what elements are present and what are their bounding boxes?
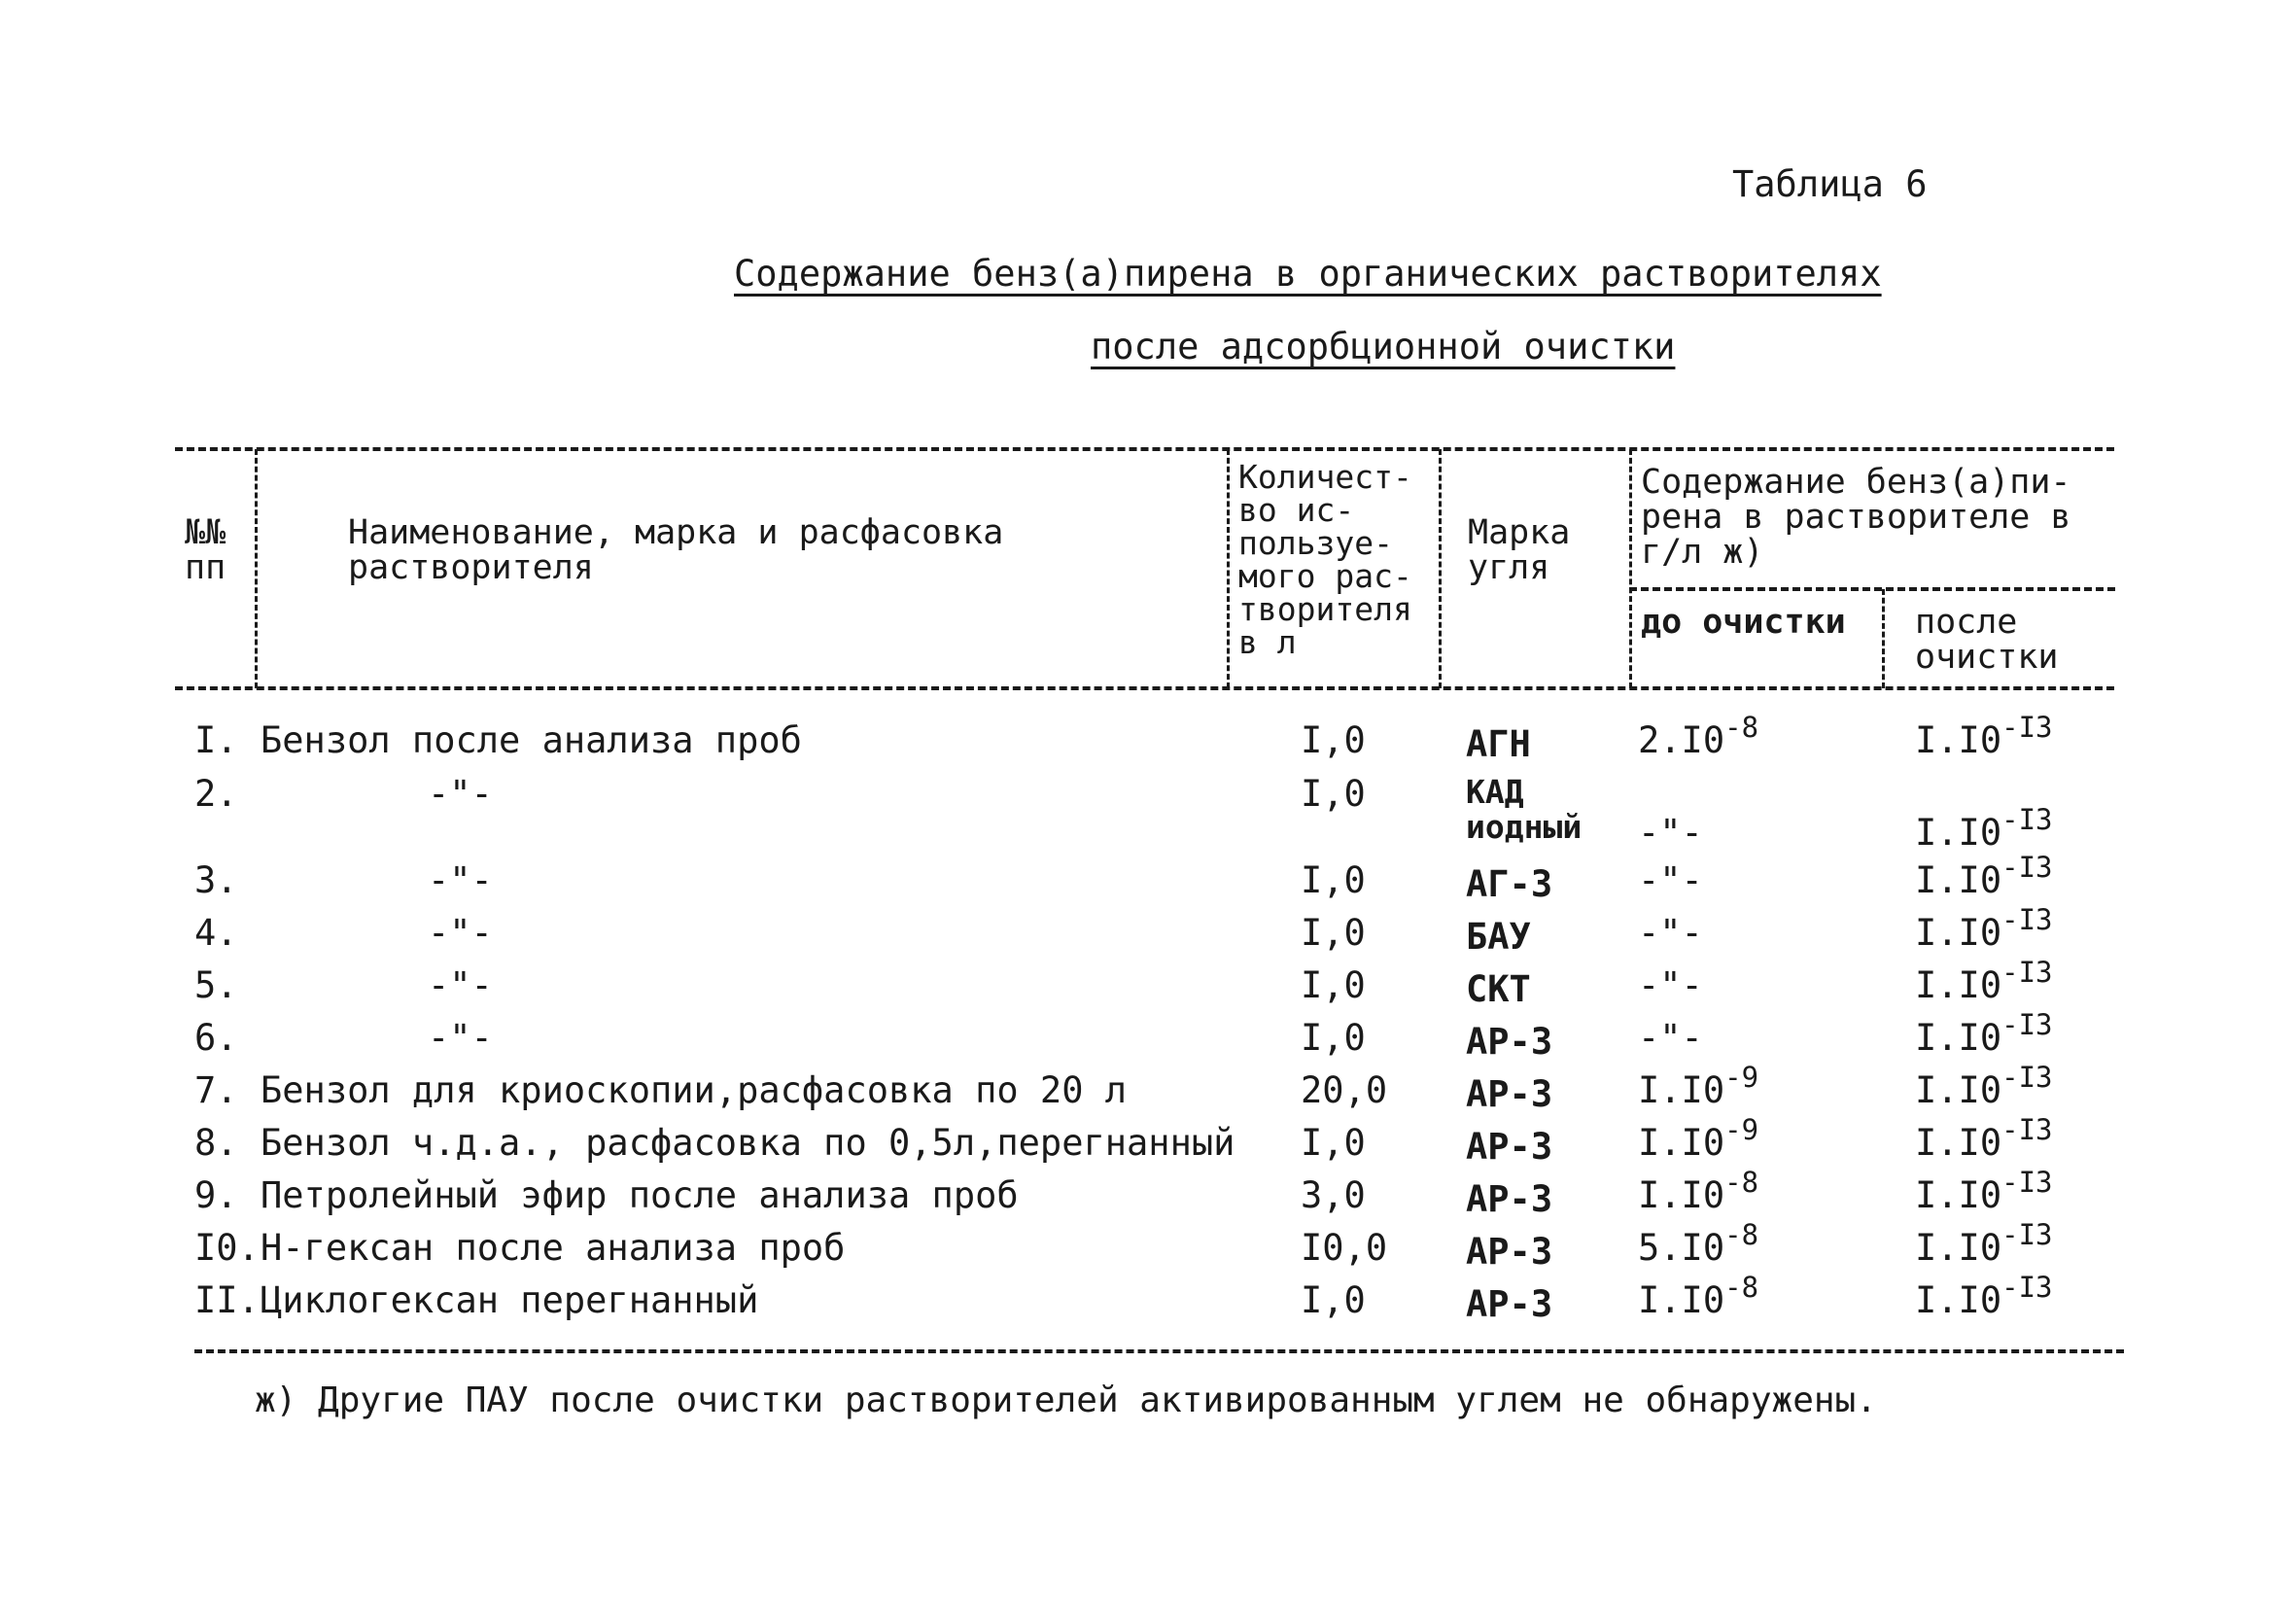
header-quantity-line: пользуе- xyxy=(1238,524,1393,562)
row-number: 4. xyxy=(194,912,238,954)
footnote: ж) Другие ПАУ после очистки растворителей активированным углем не обнаружены. xyxy=(255,1381,1877,1420)
content-before-cleaning xyxy=(1638,814,1703,855)
content-before-base: -"- xyxy=(1638,1017,1703,1059)
content-after-base: I.I0 xyxy=(1915,1174,2002,1216)
header-before-line: до очистки xyxy=(1641,603,1846,642)
content-after-cleaning xyxy=(1915,803,2053,855)
row-number: 7. xyxy=(194,1069,238,1111)
header-before-cleaning xyxy=(1641,605,1846,640)
divider-before-after xyxy=(1882,589,1885,688)
content-before-cleaning xyxy=(1638,711,1759,762)
carbon-grade-line: АР-3 xyxy=(1466,1073,1553,1115)
content-after-base: I.I0 xyxy=(1915,719,2002,761)
header-quantity-line: в л xyxy=(1238,623,1297,661)
header-after-line: после xyxy=(1915,603,2018,642)
header-quantity-line: Количест- xyxy=(1238,458,1412,496)
content-after-cleaning xyxy=(1915,711,2053,762)
solvent-quantity: 3,0 xyxy=(1301,1174,1366,1216)
content-after-exponent: -I3 xyxy=(2001,1166,2053,1199)
carbon-grade xyxy=(1466,1075,1552,1114)
divider-quantity-carbon xyxy=(1439,449,1442,688)
row-number: 9. xyxy=(194,1174,238,1216)
content-after-exponent: -I3 xyxy=(2001,1061,2053,1094)
row-number: 2. xyxy=(194,773,238,815)
header-content-line: г/л ж) xyxy=(1641,533,1764,572)
carbon-grade-line: иодный xyxy=(1466,808,1583,846)
solvent-quantity: I,0 xyxy=(1301,1279,1366,1321)
table-label: Таблица 6 xyxy=(1732,163,1928,205)
table-title-line-1: Содержание бенз(а)пирена в органических растворителях xyxy=(734,253,1882,295)
row-number: 6. xyxy=(194,1017,238,1059)
content-before-base: -"- xyxy=(1638,812,1703,854)
content-before-cleaning xyxy=(1638,1271,1759,1322)
solvent-quantity: I,0 xyxy=(1301,964,1366,1006)
solvent-quantity: I,0 xyxy=(1301,773,1366,815)
solvent-name: -"- xyxy=(428,964,493,1006)
header-num-line: №№ xyxy=(185,513,226,552)
solvent-name: Бензол для криоскопии,расфасовка по 20 л xyxy=(261,1069,1128,1111)
content-after-cleaning xyxy=(1915,1008,2053,1060)
content-after-cleaning xyxy=(1915,956,2053,1007)
row-number: II. xyxy=(194,1279,260,1321)
header-carbon-line: Марка xyxy=(1468,513,1571,552)
table-top-rule xyxy=(175,447,2114,451)
content-before-cleaning xyxy=(1638,1166,1759,1217)
table-bottom-rule xyxy=(194,1349,2124,1353)
row-number: 5. xyxy=(194,964,238,1006)
carbon-grade-line: АР-3 xyxy=(1466,1126,1553,1168)
row-number: 8. xyxy=(194,1122,238,1164)
carbon-grade-line: АГ-3 xyxy=(1466,863,1553,905)
content-after-base: I.I0 xyxy=(1915,1122,2002,1164)
content-before-exponent: -8 xyxy=(1724,1218,1759,1251)
content-before-cleaning xyxy=(1638,1218,1759,1270)
content-after-exponent: -I3 xyxy=(2001,1008,2053,1041)
header-quantity-line: творителя xyxy=(1238,590,1412,628)
content-after-cleaning xyxy=(1915,1061,2053,1112)
content-before-base: 5.I0 xyxy=(1638,1227,1725,1269)
solvent-name: -"- xyxy=(428,859,493,901)
content-after-exponent: -I3 xyxy=(2001,711,2053,744)
content-after-exponent: -I3 xyxy=(2001,1218,2053,1251)
carbon-grade xyxy=(1466,775,1582,845)
content-before-base: I.I0 xyxy=(1638,1069,1725,1111)
content-before-exponent: -8 xyxy=(1724,1271,1759,1304)
header-quantity-line: во ис- xyxy=(1238,491,1355,529)
solvent-name: Бензол после анализа проб xyxy=(261,719,802,761)
content-after-cleaning xyxy=(1915,851,2053,902)
header-content-line: рена в растворителе в xyxy=(1641,498,2071,537)
content-before-base: -"- xyxy=(1638,912,1703,954)
content-after-exponent: -I3 xyxy=(2001,803,2053,836)
content-after-base: I.I0 xyxy=(1915,912,2002,954)
divider-num-name xyxy=(255,449,258,688)
content-subheader-rule xyxy=(1629,587,2115,591)
content-before-base: I.I0 xyxy=(1638,1122,1725,1164)
header-num-line: пп xyxy=(185,548,226,587)
solvent-name: -"- xyxy=(428,1017,493,1059)
content-before-cleaning xyxy=(1638,966,1703,1007)
content-after-base: I.I0 xyxy=(1915,859,2002,901)
solvent-name: Бензол ч.д.а., расфасовка по 0,5л,перегнанный xyxy=(261,1122,1235,1164)
content-before-exponent: -9 xyxy=(1724,1113,1759,1146)
content-before-cleaning xyxy=(1638,1113,1759,1165)
row-number: I0. xyxy=(194,1227,260,1269)
carbon-grade xyxy=(1466,1023,1552,1062)
content-before-cleaning xyxy=(1638,1019,1703,1060)
header-after-line: очистки xyxy=(1915,638,2059,677)
header-name-line: Наименование, марка и расфасовка xyxy=(348,513,1004,552)
divider-carbon-content xyxy=(1629,449,1632,688)
carbon-grade-line: АР-3 xyxy=(1466,1021,1553,1063)
content-before-exponent: -8 xyxy=(1724,711,1759,744)
carbon-grade-line: АР-3 xyxy=(1466,1283,1553,1325)
content-before-cleaning xyxy=(1638,1061,1759,1112)
content-before-cleaning xyxy=(1638,861,1703,902)
header-content-group xyxy=(1641,465,2071,570)
header-after-cleaning xyxy=(1915,605,2059,675)
header-quantity xyxy=(1238,458,1412,661)
row-number: 3. xyxy=(194,859,238,901)
carbon-grade xyxy=(1466,1285,1552,1324)
content-before-exponent: -8 xyxy=(1724,1166,1759,1199)
content-before-base: -"- xyxy=(1638,859,1703,901)
content-after-cleaning xyxy=(1915,1271,2053,1322)
solvent-quantity: I,0 xyxy=(1301,1017,1366,1059)
carbon-grade-line: АГН xyxy=(1466,723,1531,765)
carbon-grade xyxy=(1466,725,1531,764)
content-after-exponent: -I3 xyxy=(2001,1271,2053,1304)
header-num xyxy=(185,515,226,585)
carbon-grade xyxy=(1466,918,1531,957)
header-quantity-line: мого рас- xyxy=(1238,557,1412,595)
solvent-name: Н-гексан после анализа проб xyxy=(261,1227,846,1269)
content-after-base: I.I0 xyxy=(1915,1069,2002,1111)
content-after-base: I.I0 xyxy=(1915,964,2002,1006)
carbon-grade-line: КАД xyxy=(1466,773,1524,811)
content-after-base: I.I0 xyxy=(1915,812,2002,854)
carbon-grade-line: СКТ xyxy=(1466,968,1531,1010)
content-before-base: 2.I0 xyxy=(1638,719,1725,761)
solvent-quantity: I0,0 xyxy=(1301,1227,1388,1269)
content-before-base: I.I0 xyxy=(1638,1279,1725,1321)
content-after-cleaning xyxy=(1915,903,2053,955)
content-after-base: I.I0 xyxy=(1915,1227,2002,1269)
carbon-grade xyxy=(1466,865,1552,904)
carbon-grade xyxy=(1466,1233,1552,1272)
header-carbon xyxy=(1468,515,1570,585)
content-after-exponent: -I3 xyxy=(2001,1113,2053,1146)
solvent-name: -"- xyxy=(428,773,493,815)
solvent-name: -"- xyxy=(428,912,493,954)
content-after-cleaning xyxy=(1915,1218,2053,1270)
content-after-exponent: -I3 xyxy=(2001,956,2053,989)
content-before-exponent: -9 xyxy=(1724,1061,1759,1094)
content-before-cleaning xyxy=(1638,914,1703,955)
solvent-quantity: I,0 xyxy=(1301,1122,1366,1164)
carbon-grade xyxy=(1466,1180,1552,1219)
header-name xyxy=(348,515,1003,585)
content-before-base: -"- xyxy=(1638,964,1703,1006)
carbon-grade xyxy=(1466,970,1531,1009)
content-after-base: I.I0 xyxy=(1915,1017,2002,1059)
solvent-quantity: 20,0 xyxy=(1301,1069,1388,1111)
content-after-exponent: -I3 xyxy=(2001,851,2053,884)
header-name-line: растворителя xyxy=(348,548,594,587)
carbon-grade xyxy=(1466,1128,1552,1167)
content-after-exponent: -I3 xyxy=(2001,903,2053,936)
header-content-line: Содержание бенз(а)пи- xyxy=(1641,463,2071,502)
content-after-cleaning xyxy=(1915,1166,2053,1217)
table-title-line-2: после адсорбционной очистки xyxy=(1091,326,1676,367)
content-before-base: I.I0 xyxy=(1638,1174,1725,1216)
solvent-name: Петролейный эфир после анализа проб xyxy=(261,1174,1019,1216)
header-bottom-rule xyxy=(175,686,2114,690)
solvent-quantity: I,0 xyxy=(1301,859,1366,901)
header-carbon-line: угля xyxy=(1468,548,1550,587)
divider-name-quantity xyxy=(1227,449,1230,688)
row-number: I. xyxy=(194,719,238,761)
content-after-cleaning xyxy=(1915,1113,2053,1165)
solvent-name: Циклогексан перегнанный xyxy=(261,1279,759,1321)
carbon-grade-line: БАУ xyxy=(1466,916,1531,958)
carbon-grade-line: АР-3 xyxy=(1466,1231,1553,1273)
content-after-base: I.I0 xyxy=(1915,1279,2002,1321)
solvent-quantity: I,0 xyxy=(1301,719,1366,761)
carbon-grade-line: АР-3 xyxy=(1466,1178,1553,1220)
solvent-quantity: I,0 xyxy=(1301,912,1366,954)
